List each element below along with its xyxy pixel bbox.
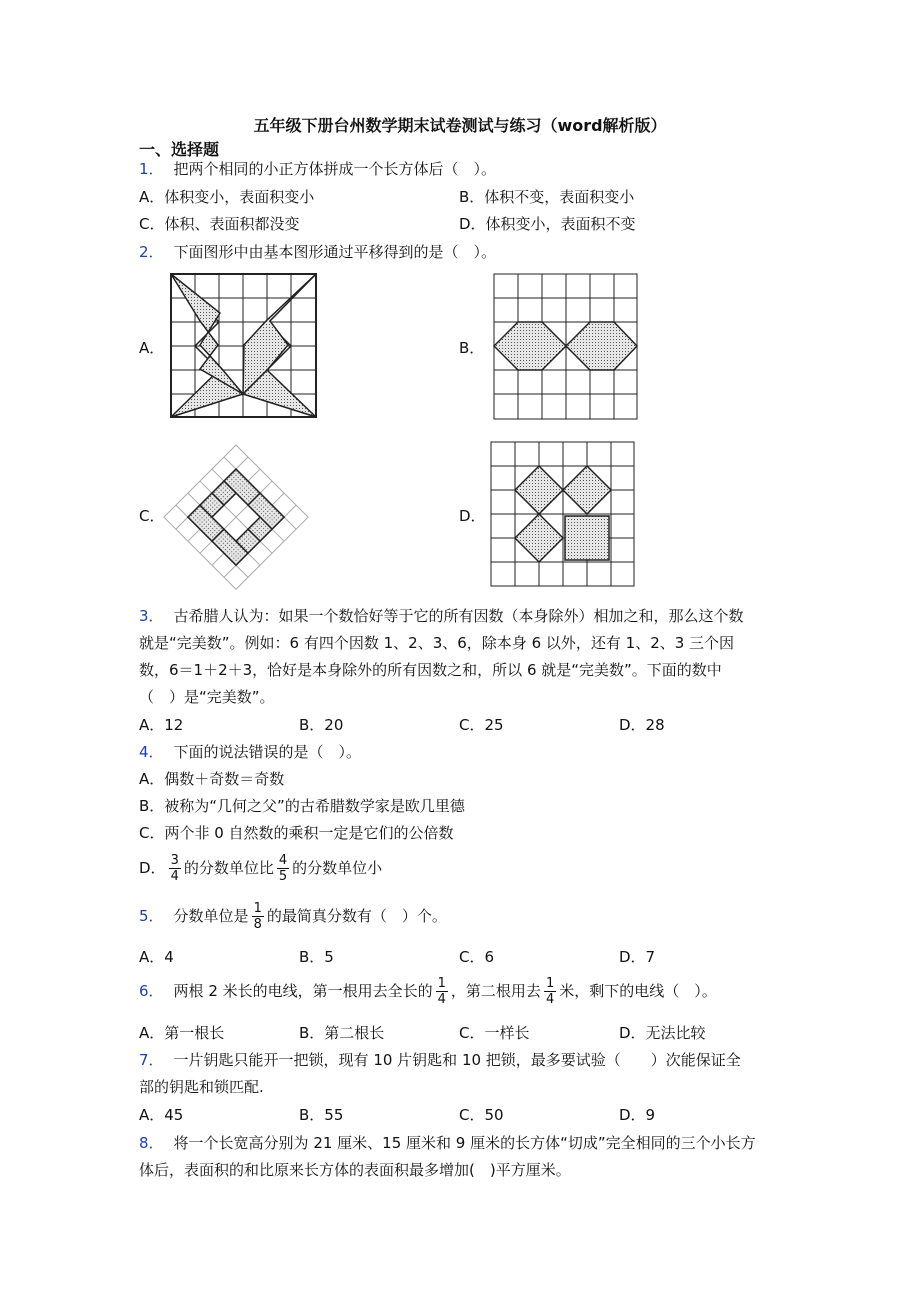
q6-option-d: D．无法比较 xyxy=(619,1024,706,1042)
q5-option-d: D．7 xyxy=(619,948,656,966)
question-number: 5． xyxy=(139,907,164,925)
question-3-line-4: （ ）是“完美数”。 xyxy=(139,688,275,706)
question-3 xyxy=(139,605,744,627)
question-text: 把两个相同的小正方体拼成一个长方体后（ ）。 xyxy=(173,160,497,178)
denominator: 8 xyxy=(253,917,262,932)
question-2 xyxy=(139,241,496,263)
q1-option-c: C．体积、表面积都没变 xyxy=(139,215,300,233)
question-8 xyxy=(139,1132,756,1154)
numerator: 1 xyxy=(437,976,446,991)
question-number: 4． xyxy=(139,743,164,761)
fraction xyxy=(277,853,289,884)
q1-option-b: B．体积不变，表面积变小 xyxy=(459,188,635,206)
question-text-line-1: 一片钥匙只能开一把锁，现有 10 片钥匙和 10 把锁，最多要试验（ ）次能保证全 xyxy=(173,1051,741,1069)
numerator: 4 xyxy=(278,853,288,868)
option-text: 的分数单位小 xyxy=(292,859,383,877)
q6-option-a: A．第一根长 xyxy=(139,1024,225,1042)
option-text: 的分数单位比 xyxy=(183,859,274,877)
q1-option-a: A．体积变小，表面积变小 xyxy=(139,188,315,206)
question-5 xyxy=(139,901,447,932)
question-text: 的最简真分数有（ ）个。 xyxy=(266,907,447,925)
fraction xyxy=(252,901,264,932)
fraction xyxy=(436,976,448,1007)
q3-option-d: D．28 xyxy=(619,716,665,734)
q5-option-b: B．5 xyxy=(299,948,334,966)
q3-option-c: C．25 xyxy=(459,716,504,734)
question-8-line-2: 体后，表面积的和比原来长方体的表面积最多增加( )平方厘米。 xyxy=(139,1161,571,1179)
fraction xyxy=(544,976,556,1007)
q2-figure-a xyxy=(170,273,318,419)
q4-option-b: B．被称为“几何之父”的古希腊数学家是欧几里德 xyxy=(139,797,465,815)
question-text-line-1: 将一个长宽高分别为 21 厘米、15 厘米和 9 厘米的长方体“切成”完全相同的三个小长方 xyxy=(173,1134,756,1152)
q5-option-a: A．4 xyxy=(139,948,174,966)
q7-option-c: C．50 xyxy=(459,1106,504,1124)
q5-option-c: C．6 xyxy=(459,948,495,966)
question-text-line-1: 古希腊人认为：如果一个数恰好等于它的所有因数（本身除外）相加之和，那么这个数 xyxy=(173,607,744,625)
question-4 xyxy=(139,741,361,763)
q4-option-d xyxy=(139,853,382,884)
question-text: 两根 2 米长的电线，第一根用去全长的 xyxy=(173,982,433,1000)
q6-option-b: B．第二根长 xyxy=(299,1024,385,1042)
question-6 xyxy=(139,976,717,1007)
q7-option-a: A．45 xyxy=(139,1106,184,1124)
q2-option-a-label: A． xyxy=(139,339,165,357)
denominator: 4 xyxy=(170,869,179,884)
q2-option-d-label: D． xyxy=(459,507,486,525)
page-title: 五年级下册台州数学期末试卷测试与练习（word解析版） xyxy=(253,116,667,135)
numerator: 1 xyxy=(253,901,262,916)
question-3-line-3: 数，6＝1＋2＋3，恰好是本身除外的所有因数之和，所以 6 就是“完美数”。下面的数中 xyxy=(139,661,722,679)
question-number: 3． xyxy=(139,607,164,625)
q2-figure-b xyxy=(493,273,639,421)
numerator: 1 xyxy=(545,976,555,991)
fraction xyxy=(169,853,181,884)
question-text: ，第二根用去 xyxy=(450,982,541,1000)
question-1 xyxy=(139,158,496,180)
question-text: 下面图形中由基本图形通过平移得到的是（ ）。 xyxy=(173,243,497,261)
q2-option-b-label: B． xyxy=(459,339,485,357)
section-heading: 一、选择题 xyxy=(139,140,220,159)
question-3-line-2: 就是“完美数”。例如：6 有四个因数 1、2、3、6，除本身 6 以外，还有 1、2、3 三个因 xyxy=(139,634,735,652)
question-7-line-2: 部的钥匙和锁匹配. xyxy=(139,1078,264,1096)
question-number: 8． xyxy=(139,1134,164,1152)
denominator: 4 xyxy=(437,992,446,1007)
question-number: 7． xyxy=(139,1051,164,1069)
question-text: 分数单位是 xyxy=(173,907,249,925)
q6-option-c: C．一样长 xyxy=(459,1024,530,1042)
question-number: 2． xyxy=(139,243,164,261)
question-text: 下面的说法错误的是（ ）。 xyxy=(173,743,362,761)
q7-option-d: D．9 xyxy=(619,1106,656,1124)
q7-option-b: B．55 xyxy=(299,1106,344,1124)
q3-option-b: B．20 xyxy=(299,716,344,734)
numerator: 3 xyxy=(170,853,179,868)
denominator: 4 xyxy=(545,992,555,1007)
option-letter: D． xyxy=(139,859,166,877)
question-7 xyxy=(139,1049,741,1071)
q4-option-a: A．偶数＋奇数＝奇数 xyxy=(139,770,285,788)
q2-option-c-label: C． xyxy=(139,507,165,525)
question-number: 1． xyxy=(139,160,164,178)
q2-figure-d xyxy=(490,441,636,588)
question-number: 6． xyxy=(139,982,164,1000)
denominator: 5 xyxy=(278,869,288,884)
q2-figure-c xyxy=(163,444,309,590)
q3-option-a: A．12 xyxy=(139,716,184,734)
q1-option-d: D．体积变小，表面积不变 xyxy=(459,215,636,233)
question-text: 米，剩下的电线（ ）。 xyxy=(559,982,717,1000)
q4-option-c: C．两个非 0 自然数的乘积一定是它们的公倍数 xyxy=(139,824,454,842)
